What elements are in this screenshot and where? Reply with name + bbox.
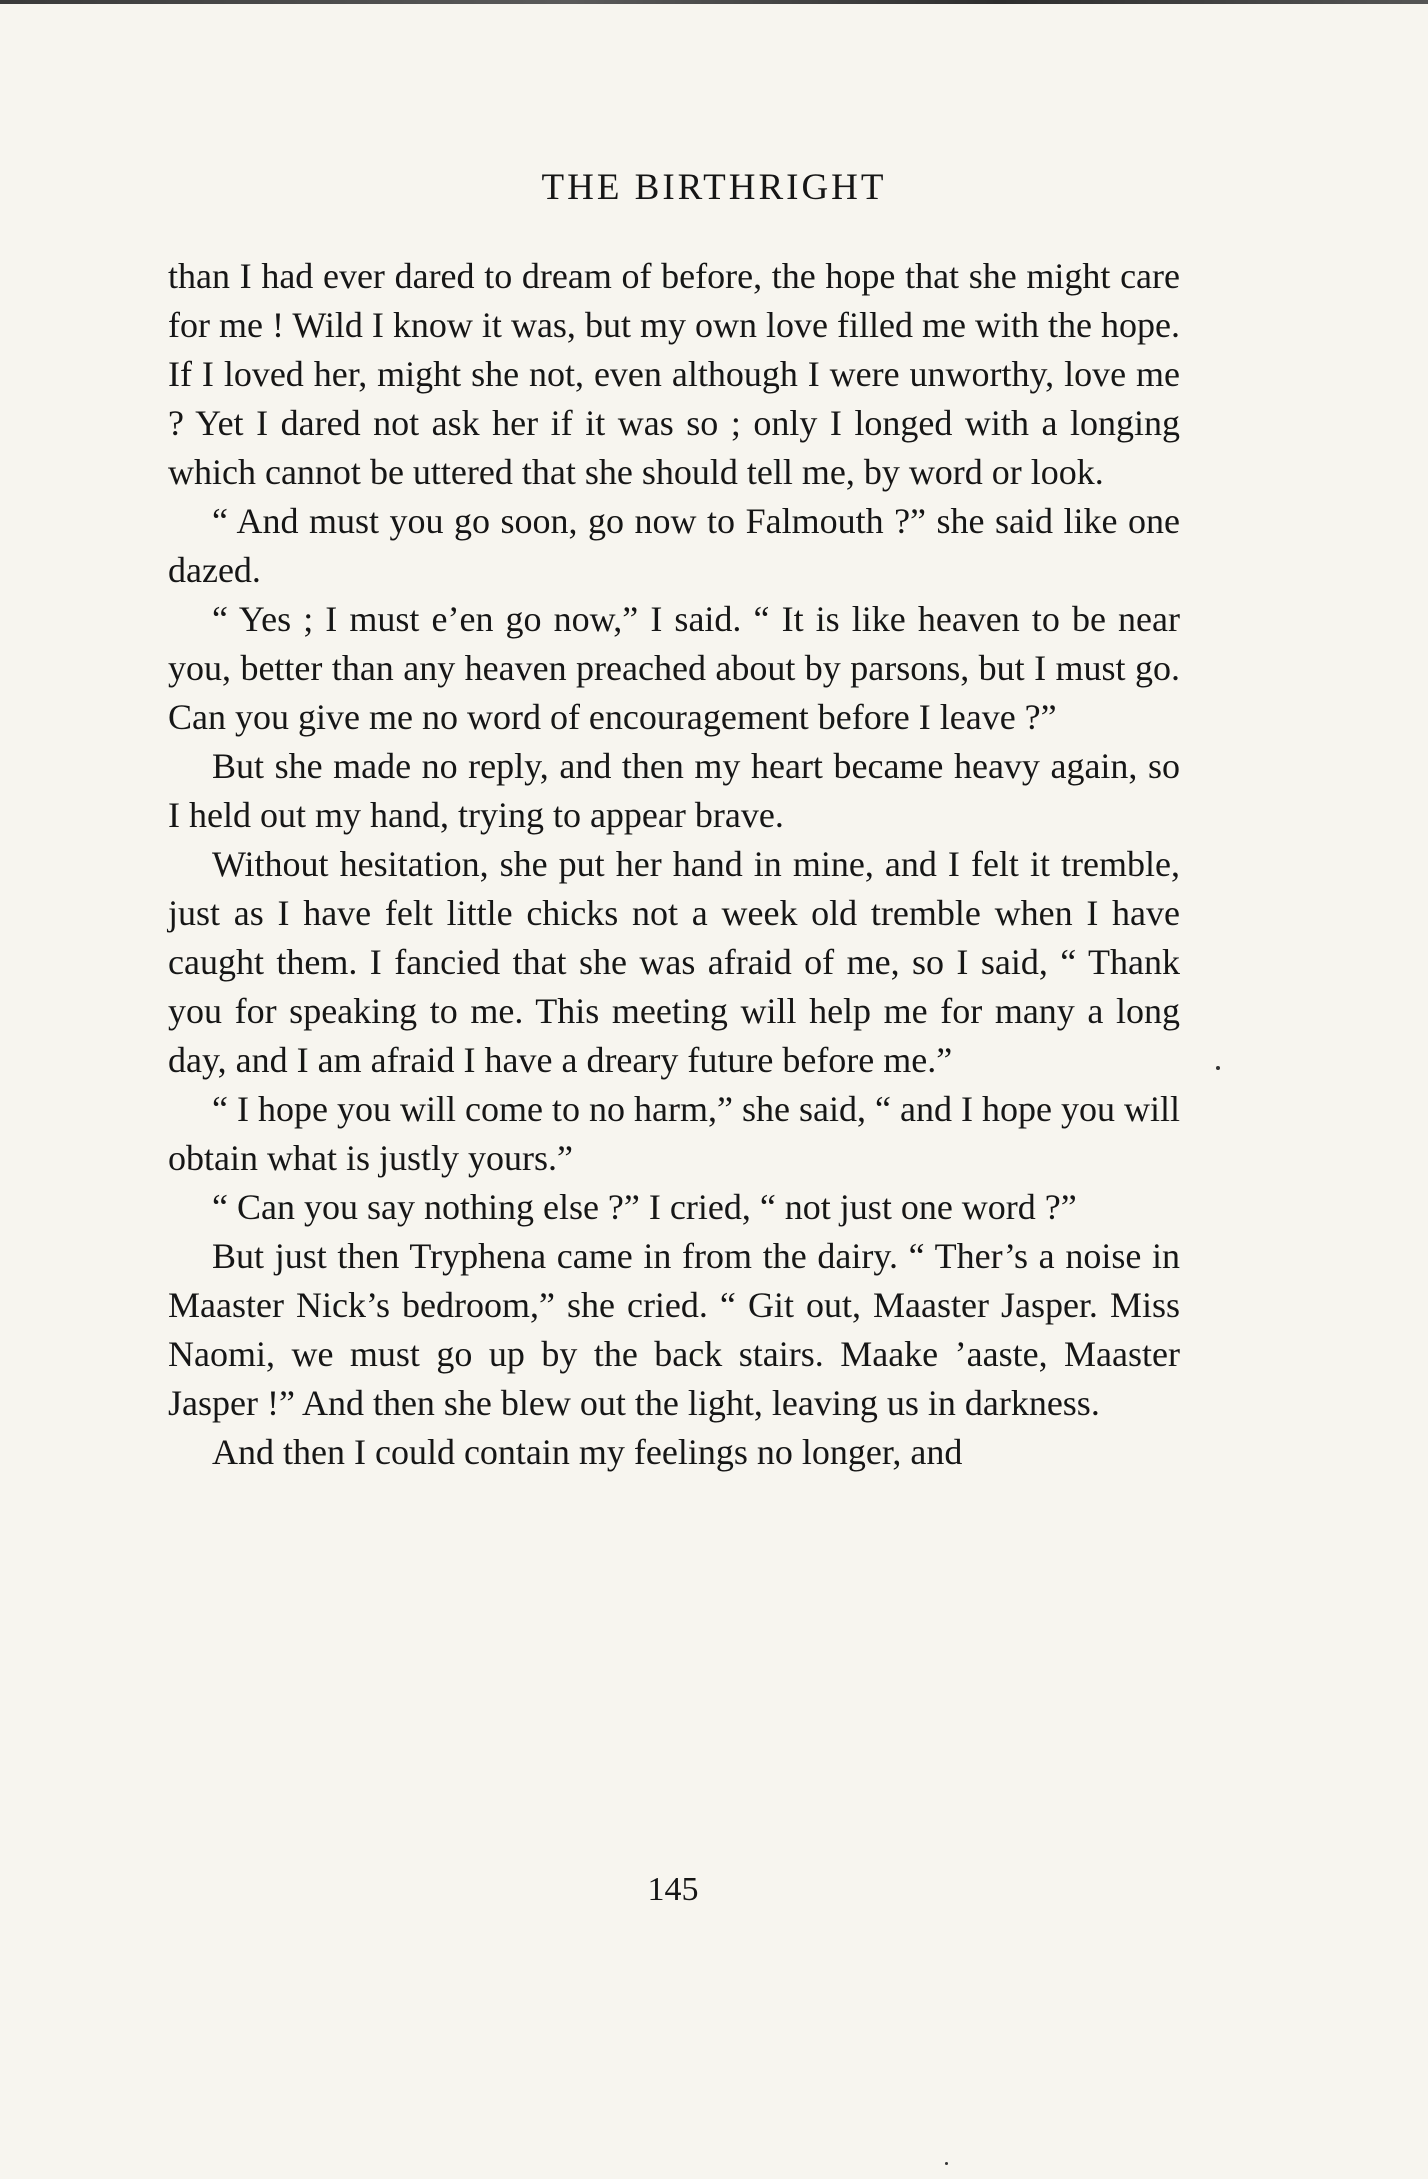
paragraph: But just then Tryphena came in from the dairy. “ Ther’s a noise in Maaster Nick’s bedroom,” she cried. “ Git out, Maaster Jasper. Miss Naomi, we must go up by the back stairs. Maake ’aaste, Maaster Jasper !” And then she blew out the light, leaving us in darkness. xyxy=(168,1236,1180,1423)
paragraph: Without hesitation, she put her hand in mine, and I felt it tremble, just as I have felt little chicks not a week old tremble when I have caught them. I fancied that she was afraid of me, so I said, “ Thank you for speaking to me. This meeting will help me for many a long day, and I am afraid I have a dreary future before me.” xyxy=(168,844,1180,1080)
paragraph: “ Yes ; I must e’en go now,” I said. “ It is like heaven to be near you, better than any heaven preached about by parsons, but I must go. Can you give me no word of encouragement before I leave ?” xyxy=(168,599,1180,737)
ink-speck xyxy=(1216,1066,1220,1070)
paragraph: than I had ever dared to dream of before, the hope that she might care for me ! Wild I know it was, but my own love filled me with the hope. If I loved her, might she not, even although I were unworthy, love me ? Yet I dared not ask her if it was so ; only I longed with a longing which cannot be uttered that she should tell me, by word or look. xyxy=(168,256,1180,492)
paragraph: “ And must you go soon, go now to Falmouth ?” she said like one dazed. xyxy=(168,501,1180,590)
ink-speck xyxy=(945,2162,948,2165)
body-text xyxy=(168,252,1180,1477)
paragraph: “ I hope you will come to no harm,” she said, “ and I hope you will obtain what is justly yours.” xyxy=(168,1089,1180,1178)
page-number: 145 xyxy=(647,1871,699,1908)
paragraph: “ Can you say nothing else ?” I cried, “ not just one word ?” xyxy=(212,1187,1077,1227)
paragraph: But she made no reply, and then my heart became heavy again, so I held out my hand, trying to appear brave. xyxy=(168,746,1180,835)
running-head: THE BIRTHRIGHT xyxy=(541,167,887,208)
paragraph: And then I could contain my feelings no longer, and xyxy=(212,1432,963,1472)
page-top-edge xyxy=(0,0,1428,4)
